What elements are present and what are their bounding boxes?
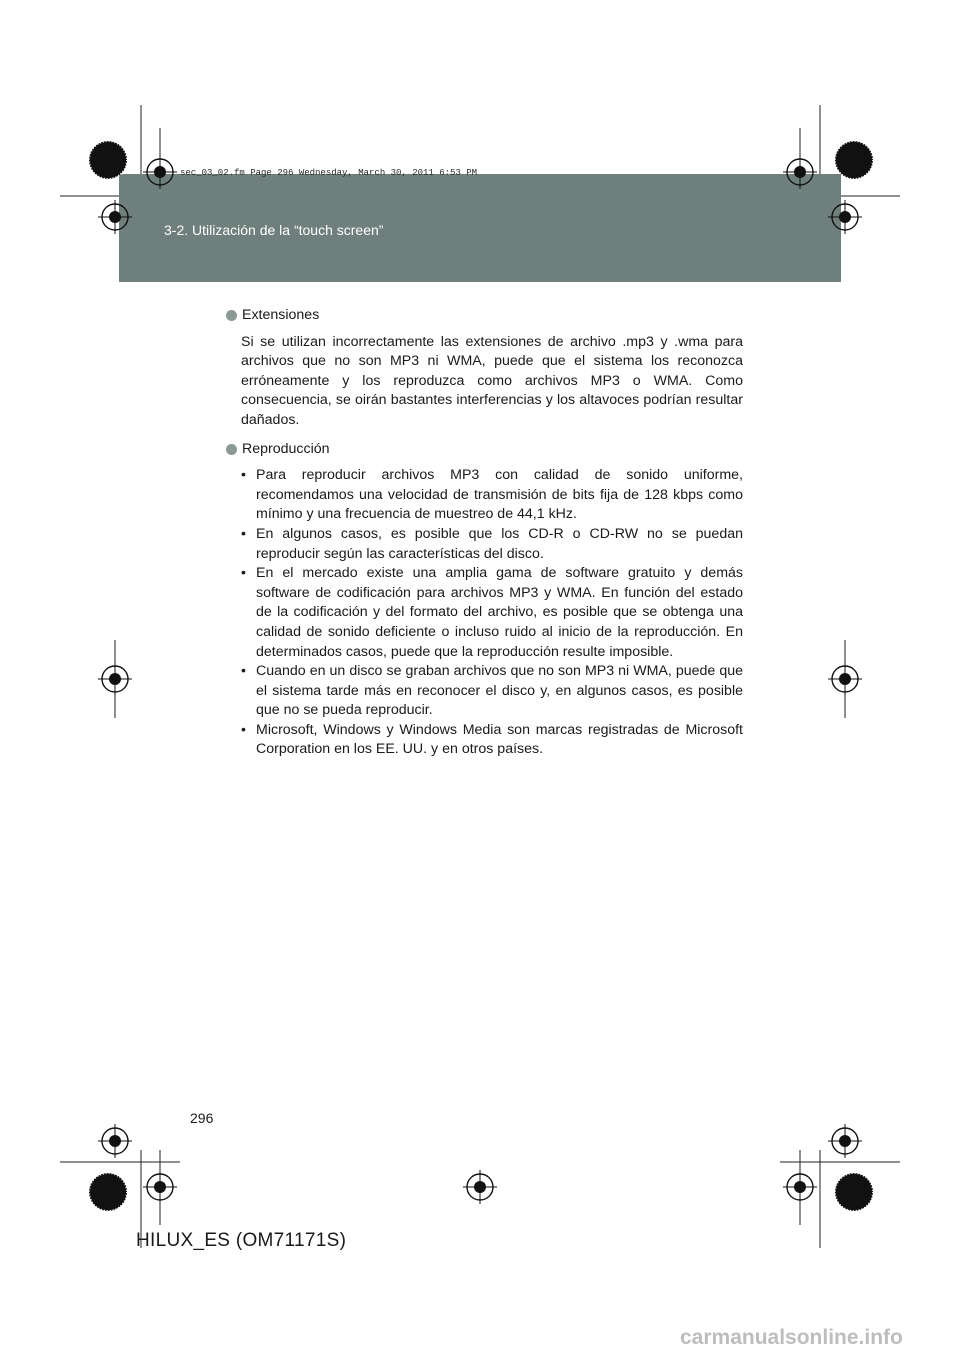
list-item: • Cuando en un disco se graban archivos que no son MP3 ni WMA, puede que el sistema tarde más en reconocer el disco y, en algunos casos, es posible que no se pueda reproducir. [241,663,743,719]
list-dot-icon: • [241,565,246,582]
file-stamp: sec_03_02.fm Page 296 Wednesday, March 30, 2011 6:53 PM [180,168,478,178]
list-dot-icon: • [241,663,246,680]
registration-mark-icon [143,155,177,189]
registration-mark-icon [783,1170,817,1204]
starburst-mark-icon [88,140,128,180]
registration-mark-icon [828,662,862,696]
starburst-mark-icon [834,140,874,180]
list-dot-icon: • [241,721,246,738]
bullet-dot-icon [226,310,237,321]
registration-mark-icon [463,1170,497,1204]
registration-mark-icon [98,662,132,696]
list-dot-icon: • [241,467,246,484]
section-heading-extensiones [226,306,743,326]
starburst-mark-icon [834,1172,874,1212]
registration-mark-icon [143,1170,177,1204]
heading-text: Reproducción [242,440,330,457]
page-number: 296 [190,1110,214,1126]
registration-mark-icon [828,1124,862,1158]
extensiones-paragraph: Si se utilizan incorrectamente las extensiones de archivo .mp3 y .wma para archivos que no son MP3 ni WMA, puede que el sistema los reconozca erróneamente y los reproduzca como archivos MP3 o WMA. Como consecuencia, se oirán bastantes interferencias y los altavoces podrían resultar dañados. [241,333,743,428]
list-item: • Microsoft, Windows y Windows Media son marcas registradas de Microsoft Corporation en los EE. UU. y en otros países. [241,721,743,758]
manual-code: HILUX_ES (OM71171S) [136,1230,347,1251]
list-item: • Para reproducir archivos MP3 con calidad de sonido uniforme, recomendamos una velocidad de transmisión de bits fija de 128 kbps como mínimo y una frecuencia de muestreo de 44,1 kHz. [241,467,743,523]
section-heading-reproduccion [226,440,743,460]
list-dot-icon: • [241,525,246,542]
list-item: • En algunos casos, es posible que los CD-R o CD-RW no se puedan reproducir según las características del disco. [241,525,743,562]
section-title: 3-2. Utilización de la “touch screen” [164,222,384,238]
registration-mark-icon [783,155,817,189]
reproduccion-list [241,466,743,760]
heading-text: Extensiones [242,307,320,323]
starburst-mark-icon [88,1172,128,1212]
registration-mark-icon [98,200,132,234]
watermark-link[interactable]: carmanualsonline.info [680,1326,903,1349]
content [226,306,743,760]
registration-mark-icon [828,200,862,234]
bullet-dot-icon [226,444,237,455]
registration-mark-icon [98,1124,132,1158]
list-item: • En el mercado existe una amplia gama de software gratuito y demás software de codificación para archivos MP3 y WMA. En función del estado de la codificación y del formato del archivo, es posible que se obtenga una calidad de sonido deficiente o incluso ruido al inicio de la reproducción. En determinados casos, puede que la reproducción resulte imposible. [241,565,743,660]
